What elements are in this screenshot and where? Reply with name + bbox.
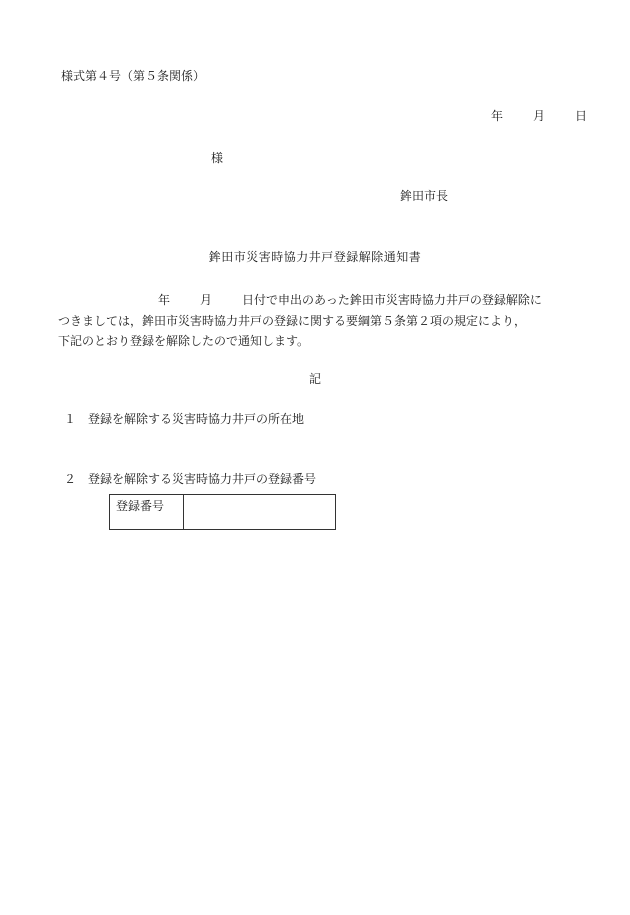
document-title: 鉾田市災害時協力井戸登録解除通知書 [208,250,422,264]
body-line-2: つきましては，鉾田市災害時協力井戸の登録に関する要綱第５条第２項の規定により， [58,313,527,328]
form-number: 様式第４号（第５条関係） [61,69,206,83]
body-line-3: 下記のとおり登録を解除したので通知します。 [58,334,310,348]
item-number: １ [64,412,77,426]
date-year-label: 年 [491,109,504,123]
body-line-1 [58,290,588,311]
table-row [110,495,336,530]
notice-body [58,290,588,352]
item-text: 登録を解除する災害時協力井戸の所在地 [88,412,305,426]
sender-name: 鉾田市長 [400,189,449,203]
date-month-label: 月 [533,109,546,123]
body-year-label: 年 [158,293,171,307]
addressee-honorific: 様 [211,151,224,165]
date-day-label: 日 [575,109,588,123]
list-item [64,411,304,427]
item-text: 登録を解除する災害時協力井戸の登録番号 [88,472,317,486]
item-number: ２ [64,472,77,486]
registration-number-label: 登録番号 [110,495,184,530]
list-item [64,471,316,487]
registration-number-table [109,494,336,530]
ki-heading: 記 [308,372,321,386]
registration-number-value [184,495,336,530]
body-line-1-text: 日付で申出のあった鉾田市災害時協力井戸の登録解除に [242,293,542,307]
body-month-label: 月 [200,293,213,307]
date-line [491,108,587,124]
